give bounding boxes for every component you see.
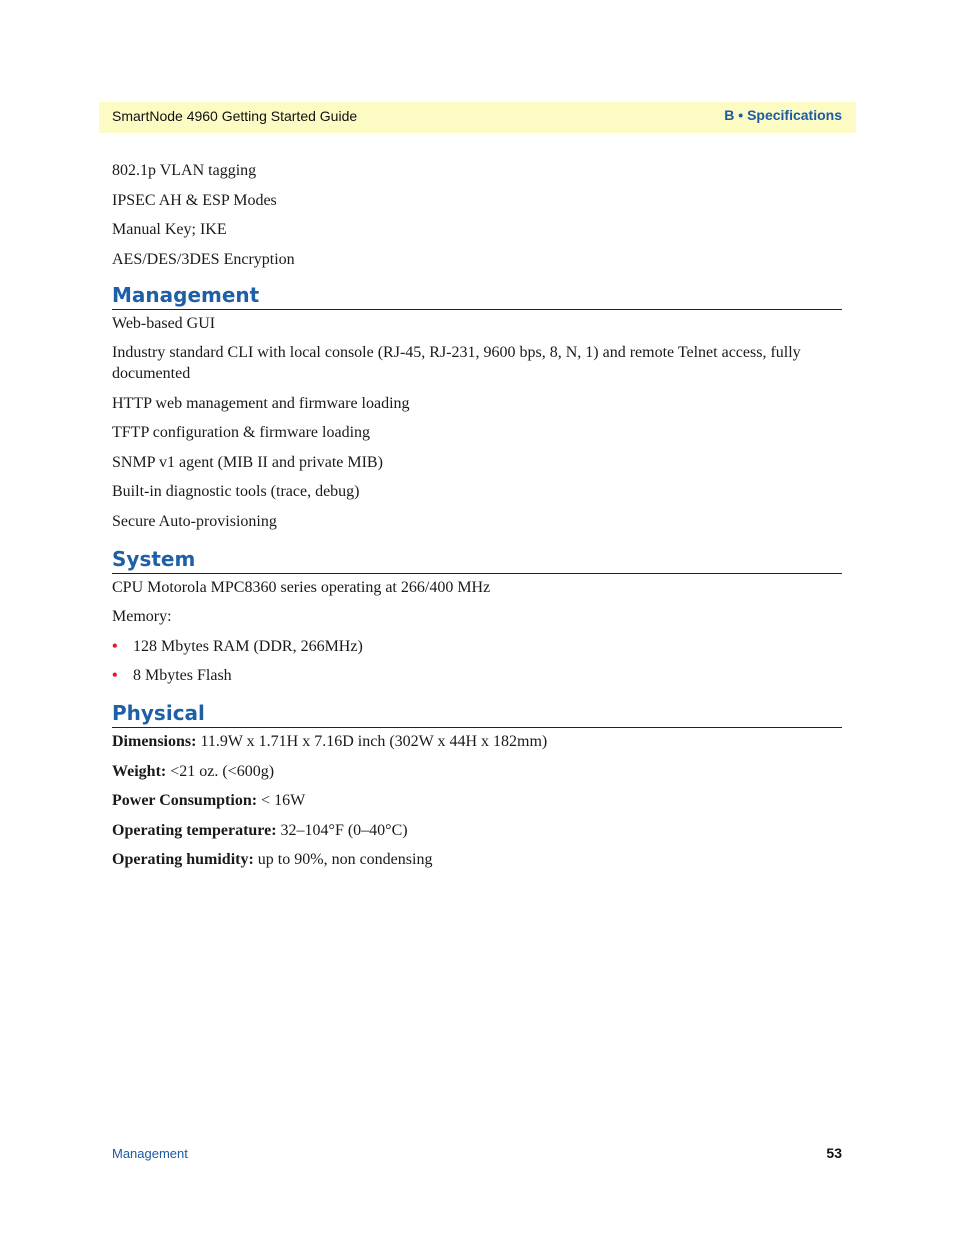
chapter-title: B • Specifications	[724, 107, 842, 123]
list-item: 802.1p VLAN tagging	[112, 162, 257, 179]
page-content	[112, 160, 842, 879]
management-heading: Management	[112, 282, 842, 310]
memory-label: Memory:	[112, 608, 172, 625]
list-item: HTTP web management and firmware loading	[112, 394, 410, 412]
guide-title: SmartNode 4960 Getting Started Guide	[112, 108, 358, 124]
spec-value: < 16W	[257, 792, 306, 809]
spec-label: Power Consumption:	[112, 792, 258, 809]
spec-label: Dimensions:	[112, 733, 197, 750]
dimensions-spec	[112, 731, 842, 752]
weight-spec	[112, 761, 842, 782]
list-item: TFTP configuration & firmware loading	[112, 424, 371, 441]
spec-value: <21 oz. (<600g)	[166, 762, 275, 780]
page-number: 53	[826, 1145, 842, 1161]
bullet-icon: •	[112, 667, 118, 684]
spec-value: up to 90%, non condensing	[253, 851, 433, 868]
bullet-icon: •	[112, 637, 118, 655]
intro-list	[112, 160, 842, 270]
list-item: Manual Key; IKE	[112, 221, 227, 238]
list-item: Web-based GUI	[112, 314, 216, 332]
memory-flash: 8 Mbytes Flash	[133, 667, 232, 684]
footer-section: Management	[112, 1146, 188, 1161]
management-list	[112, 313, 842, 532]
spec-label: Operating humidity:	[112, 851, 254, 868]
list-item: Secure Auto-provisioning	[112, 512, 277, 530]
list-item: IPSEC AH & ESP Modes	[112, 191, 277, 209]
spec-value: 11.9W x 1.71H x 7.16D inch (302W x 44H x 182mm)	[196, 733, 548, 750]
physical-list	[112, 731, 842, 870]
system-list	[112, 577, 842, 687]
spec-label: Operating temperature:	[112, 821, 277, 839]
temperature-spec	[112, 820, 842, 841]
spec-label: Weight:	[112, 762, 167, 780]
system-heading: System	[112, 546, 842, 574]
humidity-spec	[112, 849, 842, 870]
physical-heading: Physical	[112, 700, 842, 728]
bullet-item	[112, 636, 842, 657]
running-header	[99, 102, 856, 133]
list-item: Industry standard CLI with local console (RJ-45, RJ-231, 9600 bps, 8, N, 1) and remote Telnet access, fully documented	[112, 344, 801, 382]
power-spec	[112, 790, 842, 811]
list-item: SNMP v1 agent (MIB II and private MIB)	[112, 453, 383, 471]
cpu-spec: CPU Motorola MPC8360 series operating at 266/400 MHz	[112, 578, 491, 596]
list-item: AES/DES/3DES Encryption	[112, 250, 295, 268]
spec-value: 32–104°F (0–40°C)	[276, 821, 408, 839]
memory-ram: 128 Mbytes RAM (DDR, 266MHz)	[133, 637, 363, 655]
list-item: Built-in diagnostic tools (trace, debug)	[112, 483, 360, 500]
bullet-item	[112, 665, 842, 686]
